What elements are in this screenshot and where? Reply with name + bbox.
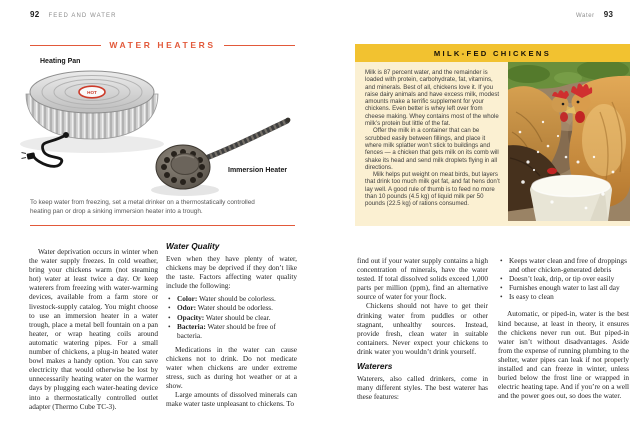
list-item: • Doesn’t leak, drip, or tip over easily bbox=[498, 274, 629, 283]
page-number: 92 bbox=[30, 10, 40, 19]
running-head-right bbox=[576, 10, 613, 19]
water-quality-heading: Water Quality bbox=[166, 241, 220, 251]
running-head-left bbox=[30, 10, 117, 19]
list-item bbox=[166, 313, 297, 322]
waterer-features-list bbox=[498, 256, 629, 301]
section-head: Water bbox=[576, 13, 595, 19]
immersion-heater-label: Immersion Heater bbox=[228, 167, 288, 174]
heating-pan-illustration bbox=[20, 64, 310, 204]
paragraph: Milk helps put weight on meat birds, but layers that drink too much milk get fat, and fat hens don’t lay well. A good rule of thumb is to feed no more than 10 pounds (4.5 kg) of liquid milk per 50 pounds (22.5 kg) of rations consumed. bbox=[365, 171, 500, 208]
hot-badge-text: HOT bbox=[87, 90, 97, 96]
paragraph: Automatic, or piped-in, water is the best kind because, at least in theory, it ensures the chickens never run out. But piped-in water isn’t without disadvantages. Aside from the expense of running plumbing to the shelter, water pipes can leak if not properly installed and can freeze in winter, unless buried below the frost line or wrapped in electric heating tape. And if you’re on a well and the power goes out, so does the water. bbox=[498, 309, 629, 401]
milk-fed-chickens-box bbox=[355, 44, 630, 226]
list-rest: Water should be odorless. bbox=[196, 303, 273, 313]
list-item: • Furnishes enough water to last all day bbox=[498, 283, 629, 292]
chapter-title: FEED AND WATER bbox=[48, 13, 117, 19]
figure-caption: To keep water from freezing, set a metal drinker on a thermostatically controlled heating pan or drop a sinking immersion heater into a trough. bbox=[30, 199, 255, 215]
list-term: Opacity: bbox=[177, 312, 205, 322]
paragraph: Waterers, also called drinkers, come in many different styles. The best waterer has these features: bbox=[357, 374, 488, 402]
paragraph: find out if your water supply contains a high concentration of minerals, have the water tested. If total dissolved solids exceed 1,000 parts per million (ppm), find an alternative source of water for your flock. bbox=[357, 256, 488, 302]
paragraph: Water deprivation occurs in winter when the water supply freezes. In cold weather, bring your chickens warm (not steaming hot) water at least twice a day. Or keep waterers from freezing with water-warming devices, available from a farm store or livestock-supply catalog. You might choose to use an immersion heater in a water trough, place a metal bell fountain on a pan heater, or wrap heating coils around automatic watering pipes. For a small number of chickens, a plug-in heated water bowl makes a handy option. You can save electricity that would otherwise be lost by unnecessarily heating water on the warmer days by plugging each water-heating device into a thermostatically controlled outlet adapter (Thermo Cube TC-3). bbox=[29, 247, 158, 411]
list-term: Odor: bbox=[177, 303, 197, 313]
list-item: • Keeps water clean and free of droppings and other chicken-generated debris bbox=[498, 256, 629, 274]
waterers-heading: Waterers bbox=[357, 361, 393, 372]
milk-box-title-bar bbox=[355, 44, 630, 62]
section-title: WATER HEATERS bbox=[109, 40, 216, 50]
page-number: 93 bbox=[603, 10, 614, 19]
milk-box-text bbox=[365, 69, 500, 208]
paragraph: Large amounts of dissolved minerals can make water taste unpleasant to chickens. To bbox=[166, 390, 297, 409]
heating-pan-label: Heating Pan bbox=[40, 58, 81, 65]
body-column-1 bbox=[29, 247, 158, 411]
list-term: Color: bbox=[177, 294, 198, 304]
milk-fed-chickens-photo bbox=[508, 62, 630, 221]
title-rule-right bbox=[224, 45, 295, 46]
body-column-3 bbox=[357, 256, 488, 401]
body-column-4 bbox=[498, 256, 629, 400]
figure-illustrations bbox=[20, 64, 310, 204]
list-rest: Water should be free of bacteria. bbox=[177, 321, 276, 340]
list-item bbox=[166, 294, 297, 303]
section-title-row bbox=[30, 40, 295, 50]
list-item bbox=[166, 303, 297, 312]
body-column-2 bbox=[166, 241, 297, 409]
list-rest: Water should be clear. bbox=[204, 312, 271, 322]
paragraph: Milk is 87 percent water, and the remainder is loaded with protein, carbohydrate, fat, vitamins, and minerals. Best of all, chickens love it. If you raise dairy animals and have excess milk, modest amounts make a terrific supplement for your chickens. Even better is whey left over from cheese making. Whey contains most of the whole milk’s protein but little of the fat. bbox=[365, 69, 500, 128]
paragraph: Offer the milk in a container that can be scrubbed easily between fillings, and place it where milk splatter won’t stick to buildings and fences — a chicken that gets milk on its comb will shake its head and send milk droplets flying in all directions. bbox=[365, 127, 499, 171]
water-quality-list bbox=[166, 294, 297, 339]
paragraph: Even when they have plenty of water, chickens may be deprived if they don’t like the taste. Factors affecting water quality include the following: bbox=[166, 254, 297, 291]
list-term: Bacteria: bbox=[177, 321, 206, 331]
list-rest: Water should be colorless. bbox=[197, 294, 276, 304]
divider-rule bbox=[30, 225, 295, 226]
list-item bbox=[166, 322, 297, 340]
list-item: • Is easy to clean bbox=[498, 292, 629, 301]
milk-box-title: MILK-FED CHICKENS bbox=[433, 48, 552, 58]
title-rule-left bbox=[30, 45, 101, 46]
paragraph: Chickens should not have to get their drinking water from puddles or other stagnant, unhealthy sources. Instead, provide fresh, clean water in suitable containers. Never expect your chickens to drink water you wouldn’t drink yourself. bbox=[357, 301, 488, 356]
paragraph: Medications in the water can cause chickens not to drink. Do not medicate water when chickens are under extreme stress, such as during hot weather or at a show. bbox=[166, 344, 297, 391]
